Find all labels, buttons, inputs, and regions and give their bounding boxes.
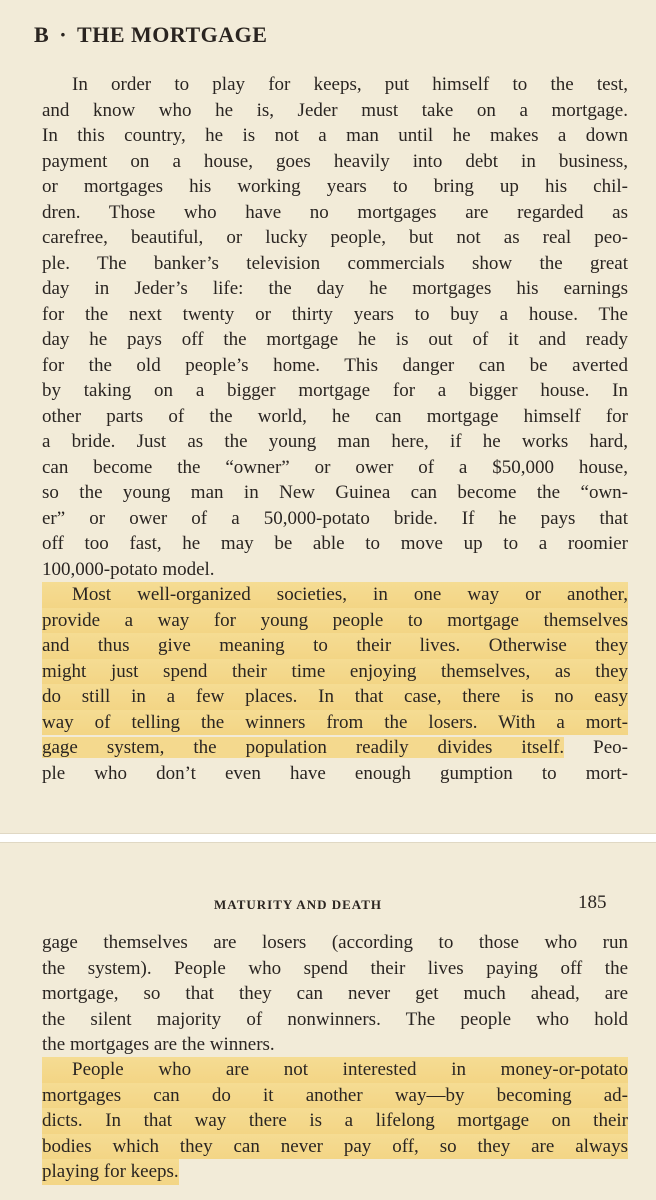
paragraph-2-tail	[42, 735, 628, 786]
text-line: the silent majority of nonwinners. The people who hold	[42, 1008, 628, 1030]
text-line: gage themselves are losers (according to those who run	[42, 932, 628, 953]
running-head: MATURITY AND DEATH	[214, 897, 382, 912]
highlighted-line: do still in a few places. In that case, there is no easy	[42, 684, 628, 710]
highlighted-line: People who are not interested in money-or-potato	[42, 1057, 628, 1083]
text-line: by taking on a bigger mortgage for a bigger house. In	[42, 380, 628, 401]
text-line: In order to play for keeps, put himself to the test,	[72, 74, 628, 95]
highlighted-line: dicts. In that way there is a lifelong mortgage on their	[42, 1108, 628, 1134]
section-separator: ·	[59, 22, 68, 47]
paragraph-2-highlighted	[42, 582, 628, 735]
text-line: or mortgages his working years to bring up his chil-	[42, 176, 628, 197]
highlighted-line: provide a way for young people to mortgage themselves	[42, 608, 628, 634]
paragraph-1	[42, 72, 628, 582]
text-line: In this country, he is not a man until he makes a down	[42, 125, 628, 146]
text-line: other parts of the world, he can mortgage himself for	[42, 405, 628, 427]
highlighted-line: Most well-organized societies, in one way or another,	[42, 582, 628, 608]
highlighted-line: bodies which they can never pay off, so they are always	[42, 1134, 628, 1160]
highlighted-line: mortgages can do it another way—by becoming ad-	[42, 1083, 628, 1109]
text-line: 100,000-potato model.	[42, 558, 215, 580]
text-line: day in Jeder’s life: the day he mortgages his earnings	[42, 278, 628, 299]
highlighted-line: might just spend their time enjoying themselves, as they	[42, 659, 628, 685]
section-heading	[34, 22, 267, 48]
paragraph-3	[42, 930, 628, 1058]
highlighted-line: playing for keeps.	[42, 1159, 179, 1185]
line-continuation: Peo-	[564, 737, 629, 758]
text-line: dren. Those who have no mortgages are regarded as	[42, 201, 628, 223]
text-line: ple. The banker’s television commercials show the great	[42, 252, 628, 274]
text-line: the mortgages are the winners.	[42, 1034, 275, 1055]
text-line: for the next twenty or thirty years to buy a house. The	[42, 303, 628, 325]
text-line: er” or ower of a 50,000-potato bride. If he pays that	[42, 507, 628, 529]
page-divider	[0, 833, 656, 843]
text-line: and know who he is, Jeder must take on a mortgage.	[42, 99, 628, 121]
text-line: the system). People who spend their lives paying off the	[42, 957, 628, 979]
highlighted-line: and thus give meaning to their lives. Otherwise they	[42, 633, 628, 659]
section-letter: B	[34, 22, 50, 47]
text-line: mortgage, so that they can never get much ahead, are	[42, 983, 628, 1004]
text-line: for the old people’s home. This danger can be averted	[42, 354, 628, 376]
text-line: a bride. Just as the young man here, if he works hard,	[42, 431, 628, 452]
text-line: off too fast, he may be able to move up to a roomier	[42, 533, 628, 554]
text-line: day he pays off the mortgage he is out of it and ready	[42, 329, 628, 350]
text-line: carefree, beautiful, or lucky people, but not as real peo-	[42, 227, 628, 248]
section-title: THE MORTGAGE	[77, 22, 268, 47]
text-line: payment on a house, goes heavily into debt in business,	[42, 150, 628, 172]
page-number: 185	[578, 892, 607, 913]
text-line	[42, 735, 628, 761]
paragraph-4-highlighted	[42, 1057, 628, 1185]
text-line: can become the “owner” or ower of a $50,000 house,	[42, 456, 628, 478]
text-line: ple who don’t even have enough gumption to mort-	[42, 762, 628, 784]
highlighted-line: way of telling the winners from the losers. With a mort-	[42, 710, 628, 736]
highlighted-fragment: gage system, the population readily divides itself.	[42, 737, 565, 758]
text-line: so the young man in New Guinea can become the “own-	[42, 482, 628, 503]
